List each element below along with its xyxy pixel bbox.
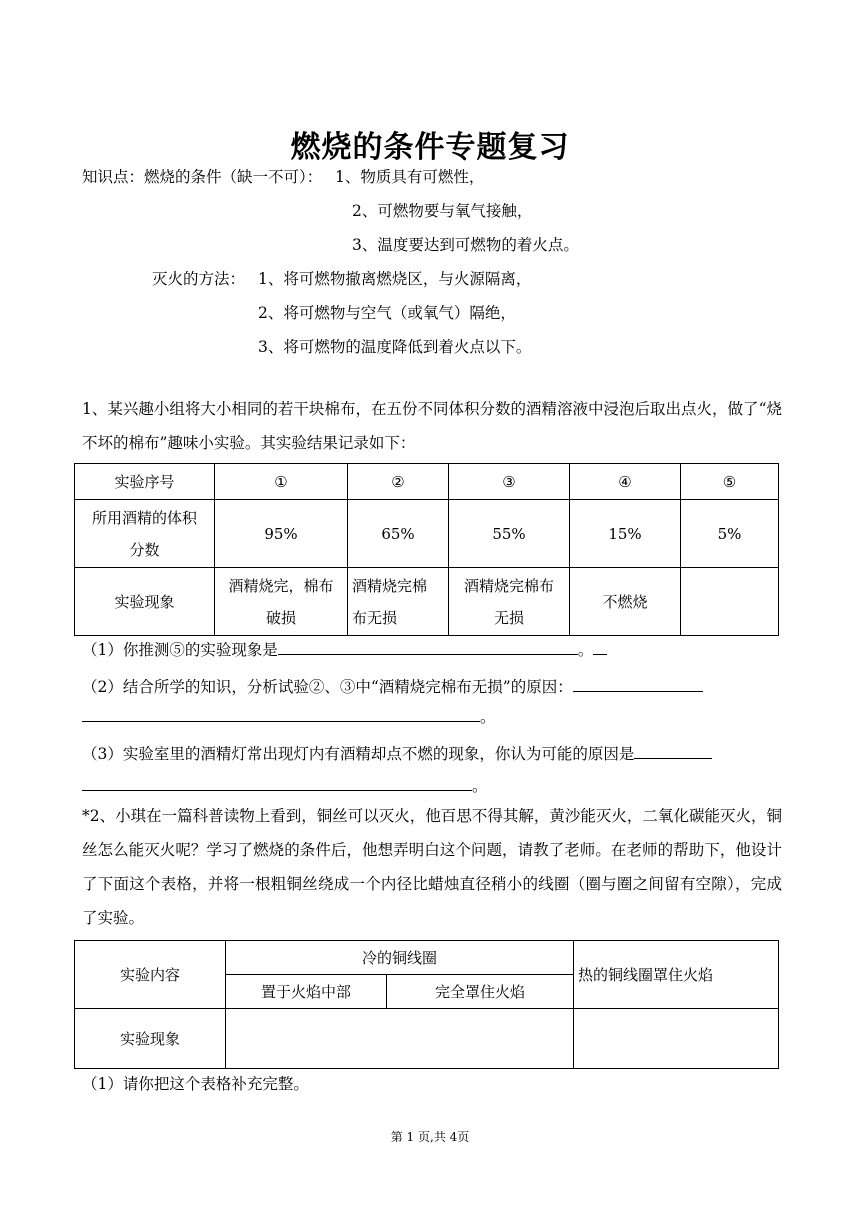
q1-sub3-end: 。 xyxy=(472,777,488,795)
fraction-3: 55% xyxy=(449,500,570,568)
q1-sub2 xyxy=(82,675,703,698)
phenomenon-5 xyxy=(681,568,779,636)
extinguish-prefix: 灭火的方法： xyxy=(152,270,246,288)
row-label-fraction-a: 所用酒精的体积 xyxy=(91,508,197,527)
phenomenon-1 xyxy=(215,568,348,636)
knowledge-condition-3: 3、温度要达到可燃物的着火点。 xyxy=(352,236,579,254)
page-footer: 第 1 页,共 4页 xyxy=(390,1130,470,1144)
q1-sub3-text: （3）实验室里的酒精灯常出现灯内有酒精却点不燃的现象，你认为可能的原因是 xyxy=(82,745,635,763)
q1-sub2-end: 。 xyxy=(480,708,496,726)
answer-blank-3a[interactable] xyxy=(634,742,712,759)
phenomenon-4: 不燃烧 xyxy=(570,568,681,636)
phenomenon-2-b: 布无损 xyxy=(352,608,398,627)
q1-sub1 xyxy=(82,638,607,661)
knowledge-condition-1: 1、物质具有可燃性， xyxy=(335,168,485,186)
fraction-5: 5% xyxy=(681,500,779,568)
content-label: 实验内容 xyxy=(75,941,226,1009)
experiment-table-1 xyxy=(74,463,779,636)
cold-coil-cover: 完全罩住火焰 xyxy=(387,975,574,1009)
cold-coil-middle: 置于火焰中部 xyxy=(226,975,387,1009)
knowledge-condition-2: 2、可燃物要与氧气接触， xyxy=(352,202,533,220)
seq-2: ② xyxy=(348,464,449,500)
row-label-fraction-b: 分数 xyxy=(129,540,160,559)
q1-sub1-end: 。 xyxy=(577,641,594,659)
phenomenon-3-a: 酒精烧完棉布 xyxy=(463,576,554,595)
q1-sub3-line2 xyxy=(82,774,488,797)
fraction-1: 95% xyxy=(215,500,348,568)
row-label-fraction xyxy=(75,500,215,568)
answer-blank-1-tail xyxy=(593,638,607,655)
page-title: 燃烧的条件专题复习 xyxy=(290,130,570,165)
q1-sub3 xyxy=(82,742,712,765)
extinguish-method-1: 1、将可燃物撤离燃烧区，与火源隔离， xyxy=(258,270,532,288)
seq-4: ④ xyxy=(570,464,681,500)
knowledge-prefix: 知识点：燃烧的条件（缺一不可）： xyxy=(82,168,323,186)
fraction-2: 65% xyxy=(348,500,449,568)
hot-phenomenon-cell[interactable] xyxy=(574,1009,779,1069)
cold-phenomenon-cell[interactable] xyxy=(226,1009,574,1069)
phenomenon-3-b: 无损 xyxy=(493,608,524,627)
q1-sub2-text: （2）结合所学的知识，分析试验②、③中“酒精烧完棉布无损”的原因： xyxy=(82,678,573,696)
phenomenon-1-a: 酒精烧完，棉布 xyxy=(228,576,334,595)
cold-coil-header: 冷的铜线圈 xyxy=(226,941,574,975)
q1-sub2-line2 xyxy=(82,705,496,728)
answer-blank-3b[interactable] xyxy=(82,774,472,791)
answer-blank-1[interactable] xyxy=(278,638,578,655)
answer-blank-2b[interactable] xyxy=(82,705,480,722)
q2-sub1: （1）请你把这个表格补充完整。 xyxy=(82,1075,309,1093)
answer-blank-2a[interactable] xyxy=(573,675,703,692)
q1-sub1-text: （1）你推测⑤的实验现象是 xyxy=(82,641,278,659)
hot-coil-header: 热的铜线圈罩住火焰 xyxy=(574,941,779,1009)
fraction-4: 15% xyxy=(570,500,681,568)
row-label-seq: 实验序号 xyxy=(75,464,215,500)
phenomenon-2 xyxy=(348,568,449,636)
seq-1: ① xyxy=(215,464,348,500)
phenomenon-3 xyxy=(449,568,570,636)
question-1-intro: 1、某兴趣小组将大小相同的若干块棉布，在五份不同体积分数的酒精溶液中浸泡后取出点火，做了“烧不坏的棉布”趣味小实验。其实验结果记录如下： xyxy=(82,400,782,452)
seq-3: ③ xyxy=(449,464,570,500)
seq-5: ⑤ xyxy=(681,464,779,500)
phenomenon-label: 实验现象 xyxy=(75,1009,226,1069)
phenomenon-1-b: 破损 xyxy=(265,608,296,627)
extinguish-method-2: 2、将可燃物与空气（或氧气）隔绝， xyxy=(258,304,516,322)
extinguish-method-3: 3、将可燃物的温度降低到着火点以下。 xyxy=(258,338,532,356)
phenomenon-2-a: 酒精烧完棉 xyxy=(352,576,428,595)
question-2-intro: *2、小琪在一篇科普读物上看到，铜丝可以灭火，他百思不得其解，黄沙能灭火，二氧化碳能灭火，铜丝怎么能灭火呢？学习了燃烧的条件后，他想弄明白这个问题，请教了老师。在老师的帮助下，他设计了下面这个表格，并将一根粗铜丝绕成一个内径比蜡烛直径稍小的线圈（圈与圈之间留有空隙），完成了实验。 xyxy=(82,807,782,927)
experiment-table-2 xyxy=(74,940,779,1069)
row-label-phenomenon: 实验现象 xyxy=(75,568,215,636)
